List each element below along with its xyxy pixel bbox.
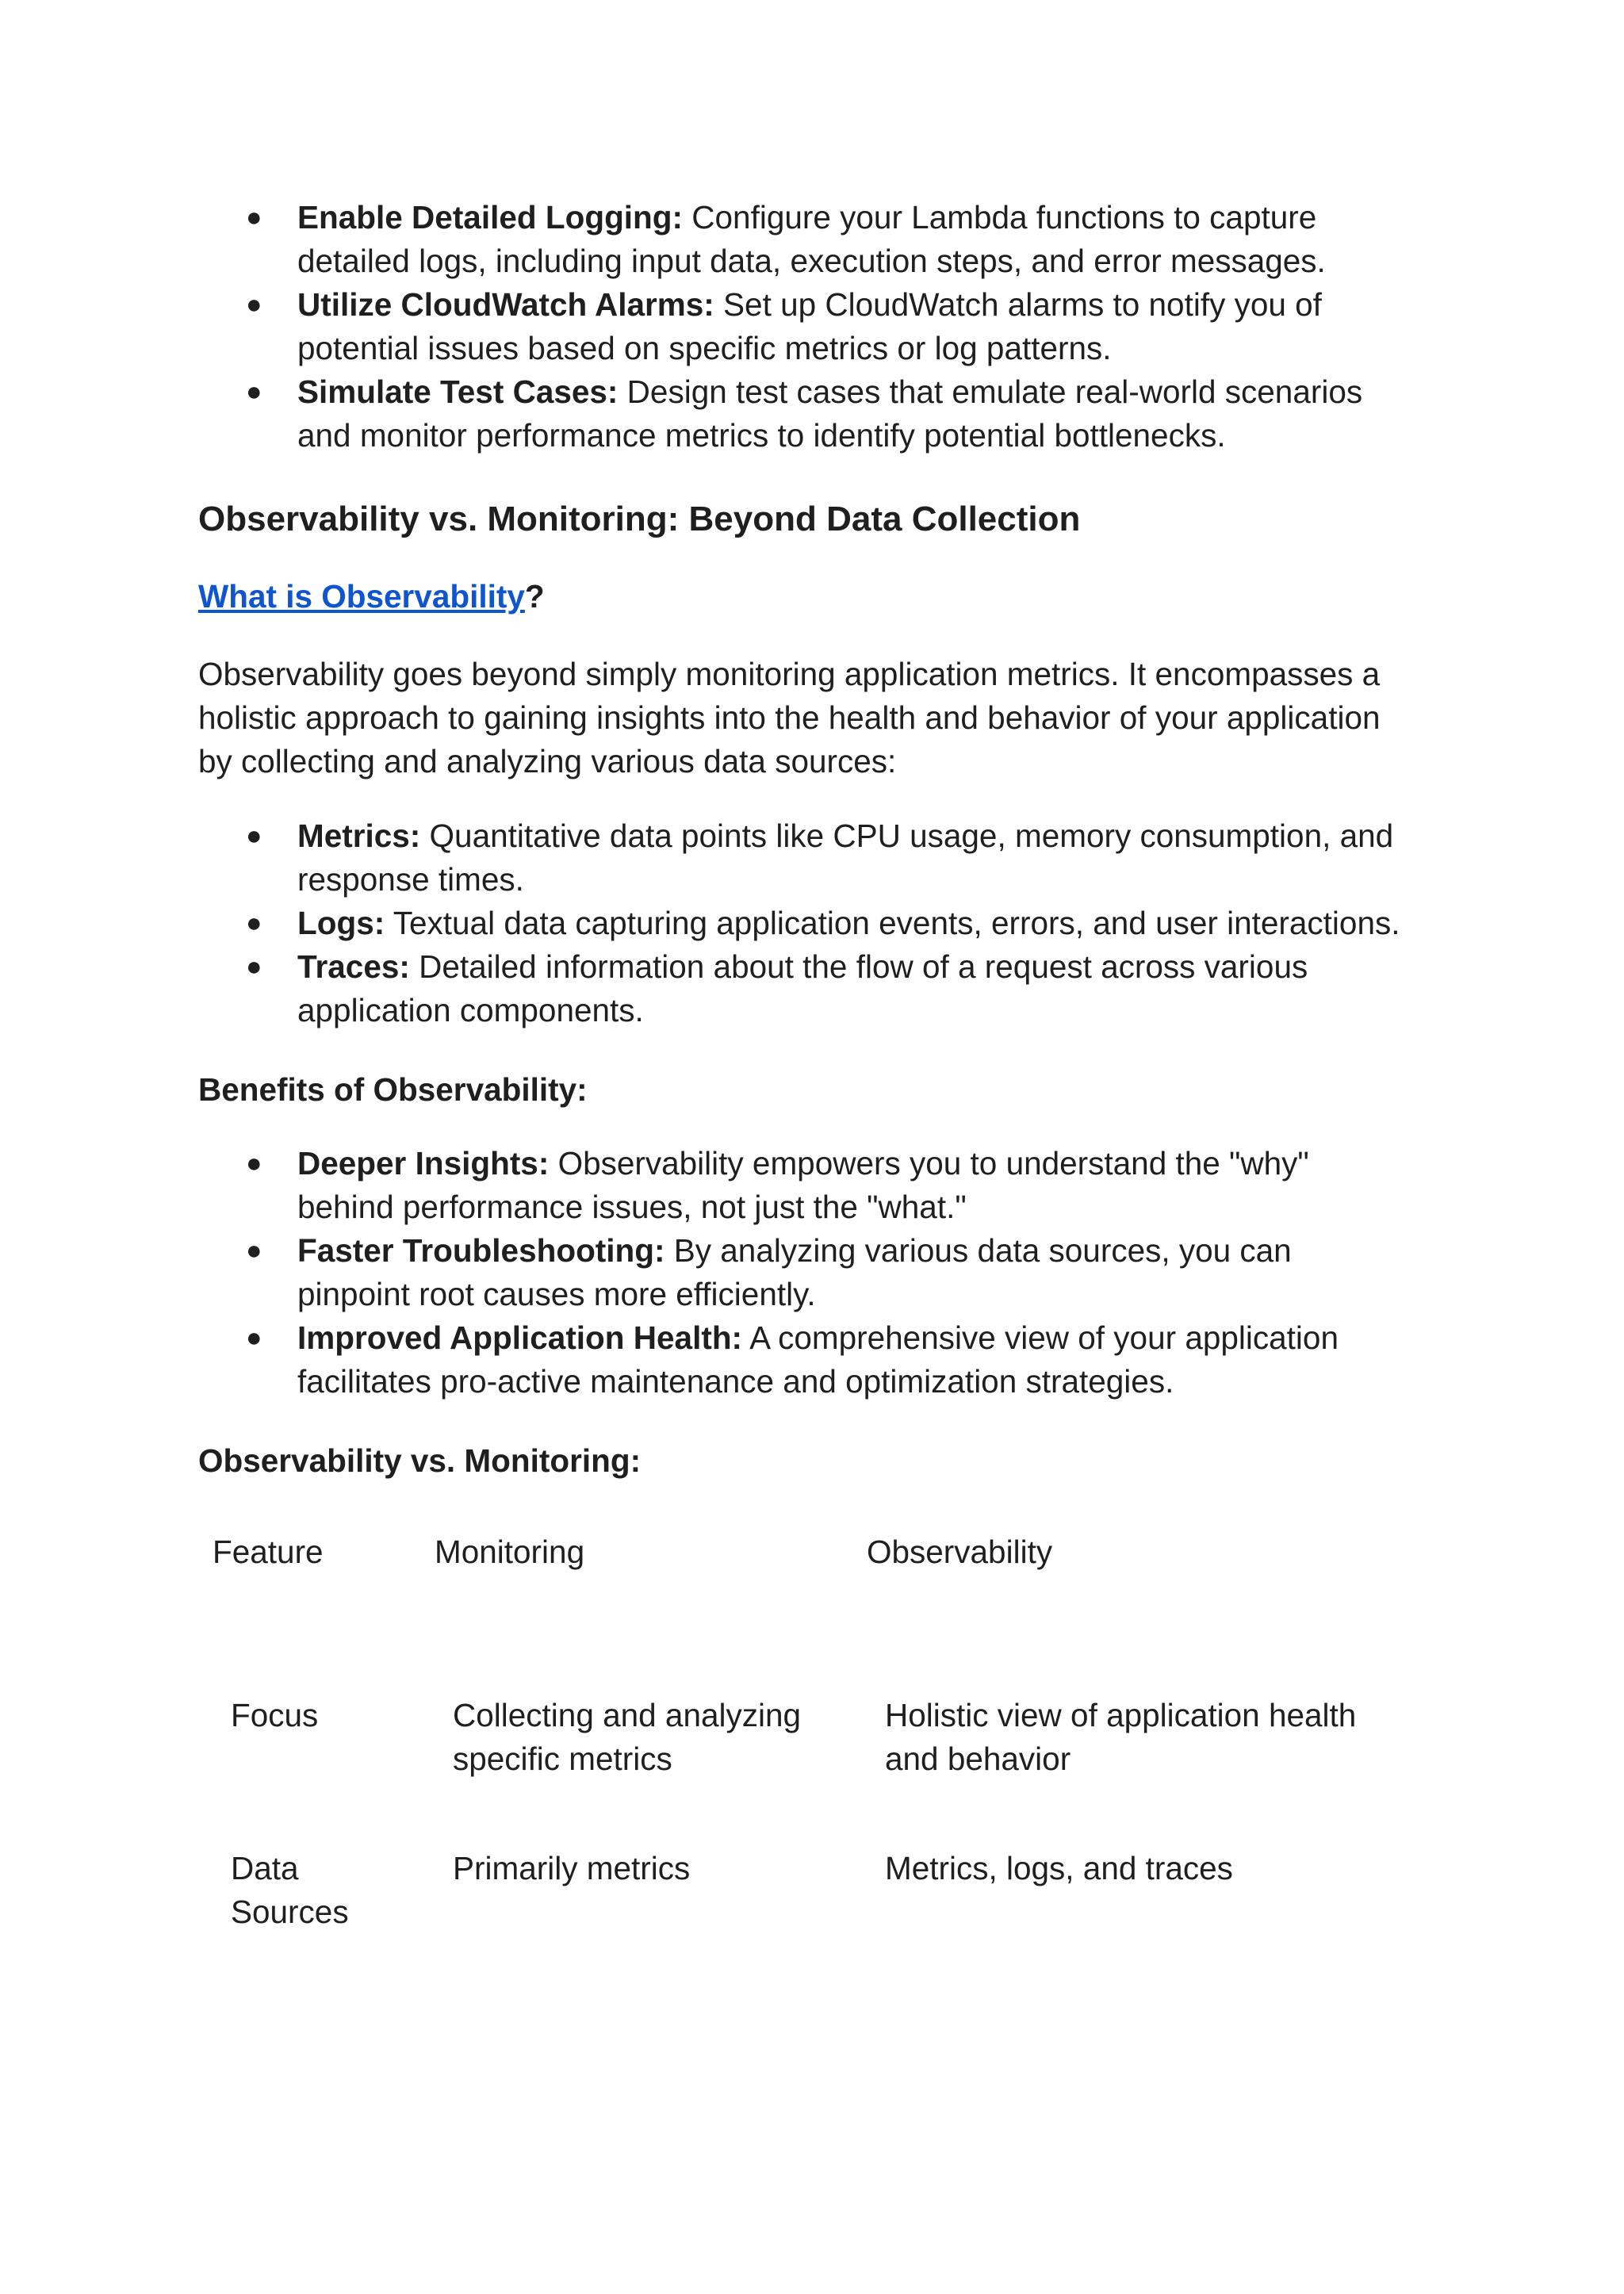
table-cell-observability	[885, 1847, 1233, 1890]
table-cell-observability	[885, 1694, 1356, 1781]
list-item-term: Utilize CloudWatch Alarms:	[297, 286, 714, 323]
bullet-icon: ●	[246, 821, 262, 851]
bullet-icon: ●	[246, 202, 262, 232]
table-cell-monitoring	[453, 1694, 801, 1781]
heading-suffix: ?	[524, 578, 545, 615]
list-item-text: behind performance issues, not just the "what."	[297, 1189, 967, 1225]
logging-tips-list	[0, 196, 1439, 458]
table-header-feature: Feature	[213, 1534, 324, 1570]
table-cell-monitoring	[453, 1847, 690, 1890]
list-item	[0, 902, 1439, 945]
list-item-term: Deeper Insights:	[297, 1145, 550, 1181]
list-item-text: response times.	[297, 861, 524, 898]
what-is-observability-heading	[198, 575, 545, 618]
cell-line: Collecting and analyzing	[453, 1697, 802, 1733]
list-item-text: potential issues based on specific metrics or log patterns.	[297, 330, 1112, 366]
list-item-text: and monitor performance metrics to identify potential bottlenecks.	[297, 417, 1226, 454]
list-item	[0, 1229, 1439, 1316]
table-cell-feature	[231, 1847, 349, 1934]
list-item-term: Improved Application Health:	[297, 1319, 743, 1356]
list-item	[0, 945, 1439, 1032]
benefits-list	[0, 1142, 1439, 1404]
cell-line: Primarily metrics	[453, 1850, 691, 1886]
cell-line: Metrics, logs, and traces	[885, 1850, 1233, 1886]
benefits-heading: Benefits of Observability:	[198, 1071, 588, 1108]
list-item-text: Design test cases that emulate real-world scenarios	[618, 373, 1363, 410]
comparison-heading: Observability vs. Monitoring:	[198, 1442, 642, 1479]
list-item-text: Quantitative data points like CPU usage, memory consumption, and	[420, 818, 1394, 854]
paragraph-line: Observability goes beyond simply monitoring application metrics. It encompasses a	[198, 656, 1381, 692]
bullet-icon: ●	[246, 1323, 262, 1353]
list-item-text: detailed logs, including input data, execution steps, and error messages.	[297, 243, 1326, 279]
section-heading: Observability vs. Monitoring: Beyond Data Collection	[198, 500, 1081, 538]
what-is-observability-link[interactable]: What is Observability	[198, 578, 525, 615]
bullet-icon: ●	[246, 908, 262, 938]
list-item-term: Metrics:	[297, 818, 421, 854]
paragraph-line: by collecting and analyzing various data sources:	[198, 743, 897, 779]
cell-line: Holistic view of application health	[885, 1697, 1357, 1733]
cell-line: Data	[231, 1850, 299, 1886]
table-header-monitoring: Monitoring	[435, 1534, 585, 1570]
cell-line: Sources	[231, 1894, 349, 1930]
list-item-text: By analyzing various data sources, you can	[665, 1232, 1292, 1269]
list-item	[0, 1142, 1439, 1229]
list-item-text: A comprehensive view of your application	[742, 1319, 1339, 1356]
list-item-text: application components.	[297, 992, 644, 1028]
list-item	[0, 814, 1439, 902]
list-item	[0, 370, 1439, 458]
list-item	[0, 1316, 1439, 1404]
list-item-text: Configure your Lambda functions to capture	[683, 199, 1317, 236]
list-item-text: Set up CloudWatch alarms to notify you of	[714, 286, 1322, 323]
bullet-icon: ●	[246, 377, 262, 407]
bullet-icon: ●	[246, 952, 262, 982]
list-item-text: Textual data capturing application events, errors, and user interactions.	[385, 905, 1400, 941]
data-sources-list	[0, 814, 1439, 1032]
cell-line: and behavior	[885, 1741, 1071, 1777]
list-item-term: Traces:	[297, 948, 410, 985]
bullet-icon: ●	[246, 289, 262, 320]
list-item-text: facilitates pro-active maintenance and optimization strategies.	[297, 1363, 1174, 1400]
list-item-text: Detailed information about the flow of a request across various	[409, 948, 1308, 985]
list-item-term: Simulate Test Cases:	[297, 373, 619, 410]
list-item-term: Enable Detailed Logging:	[297, 199, 684, 236]
list-item-text: Observability empowers you to understand the "why"	[549, 1145, 1309, 1181]
list-item-text: pinpoint root causes more efficiently.	[297, 1276, 816, 1312]
paragraph-line: holistic approach to gaining insights into the health and behavior of your application	[198, 699, 1381, 736]
bullet-icon: ●	[246, 1235, 262, 1266]
bullet-icon: ●	[246, 1148, 262, 1178]
cell-line: specific metrics	[453, 1741, 672, 1777]
table-cell-feature	[231, 1694, 318, 1737]
list-item	[0, 196, 1439, 283]
list-item-term: Faster Troubleshooting:	[297, 1232, 665, 1269]
table-header-observability: Observability	[867, 1534, 1053, 1570]
list-item-term: Logs:	[297, 905, 385, 941]
cell-line: Focus	[231, 1697, 319, 1733]
intro-paragraph	[198, 653, 1435, 783]
list-item	[0, 283, 1439, 370]
